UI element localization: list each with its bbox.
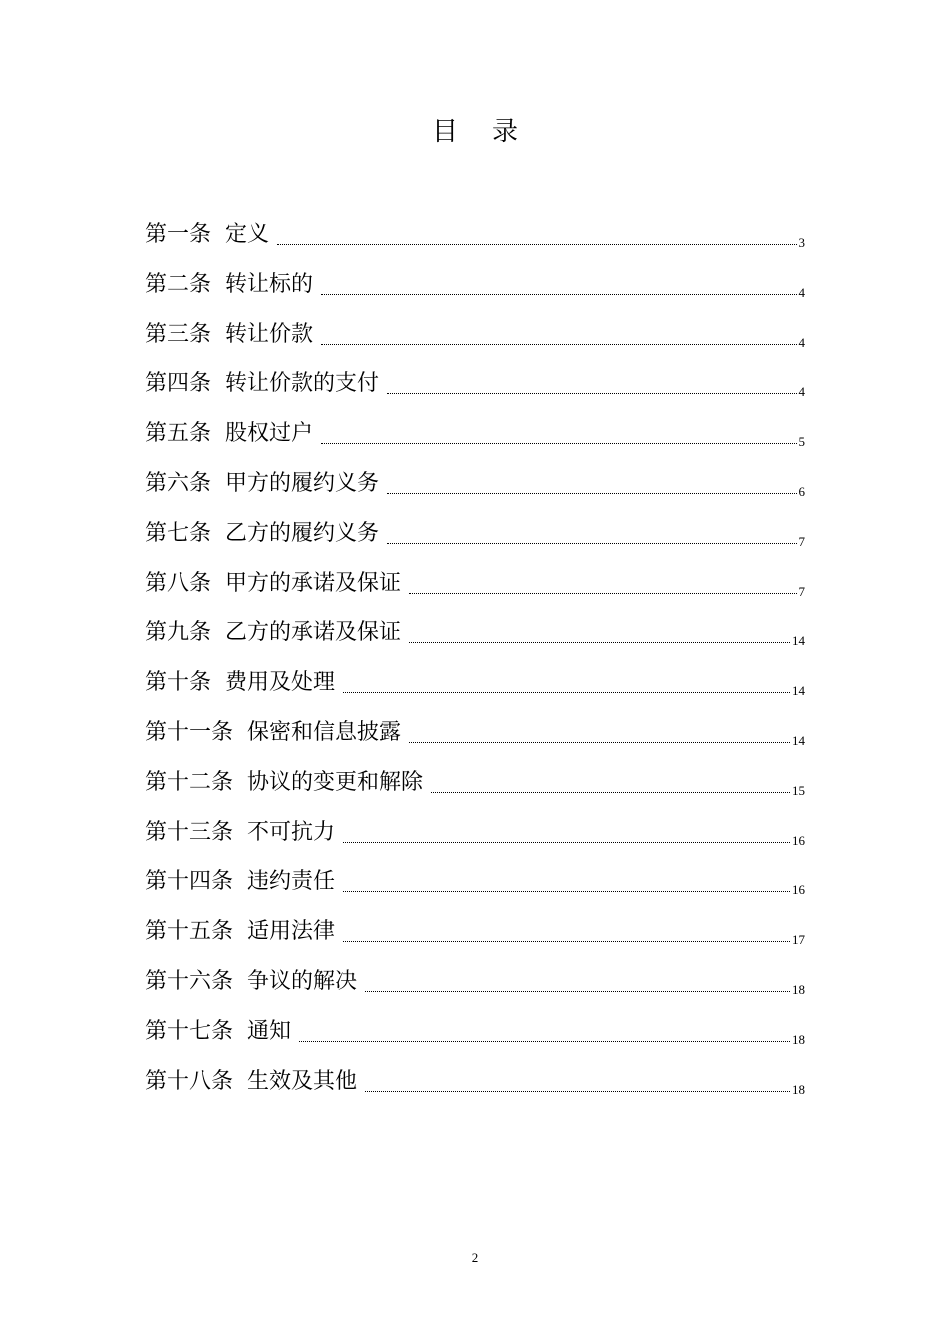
toc-entry-article-number: 第八条	[145, 570, 212, 596]
toc-entry[interactable]	[145, 215, 805, 265]
table-of-contents	[145, 215, 805, 1111]
toc-entry-article-number: 第十六条	[145, 968, 234, 994]
toc-entry[interactable]	[145, 414, 805, 464]
toc-entry-article-number: 第七条	[145, 520, 212, 546]
toc-entry-title: 协议的变更和解除	[247, 769, 424, 795]
toc-entry-page: 3	[798, 235, 805, 250]
toc-entry-page: 18	[792, 1031, 805, 1047]
toc-entry-title: 转让价款的支付	[225, 371, 380, 397]
toc-entry-title: 定义	[225, 222, 270, 247]
toc-dot-leader	[343, 941, 790, 942]
toc-entry[interactable]	[145, 1012, 805, 1062]
toc-entry-label	[145, 763, 423, 803]
toc-dot-leader	[343, 891, 790, 892]
toc-entry-page: 18	[792, 1081, 805, 1097]
toc-entry-label	[145, 663, 335, 703]
toc-entry-title: 甲方的履约义务	[225, 470, 380, 496]
toc-dot-leader	[343, 842, 790, 843]
toc-entry-label	[145, 564, 401, 604]
toc-dot-leader	[321, 344, 796, 345]
toc-entry-title: 生效及其他	[247, 1068, 358, 1094]
toc-entry[interactable]	[145, 962, 805, 1012]
page-title: 目录	[431, 117, 552, 147]
toc-entry-label	[145, 414, 313, 454]
toc-dot-leader	[409, 642, 790, 643]
toc-dot-leader	[321, 443, 796, 444]
toc-entry-label	[145, 713, 401, 753]
toc-entry-article-number: 第十二条	[145, 769, 234, 795]
toc-entry-page: 14	[792, 732, 805, 748]
toc-dot-leader	[409, 593, 796, 594]
toc-entry-page: 14	[792, 633, 805, 649]
toc-dot-leader	[277, 244, 796, 245]
toc-dot-leader	[409, 742, 790, 743]
toc-entry-title: 乙方的履约义务	[225, 520, 380, 546]
toc-entry-page: 7	[798, 583, 805, 599]
toc-entry-title: 适用法律	[247, 919, 336, 945]
toc-dot-leader	[387, 543, 796, 544]
toc-entry-page: 16	[792, 882, 805, 898]
toc-entry-title: 转让标的	[225, 271, 314, 297]
toc-entry-article-number: 第三条	[145, 321, 212, 347]
toc-entry-page: 6	[798, 483, 805, 499]
toc-entry-label	[145, 364, 379, 404]
toc-entry-article-number: 第一条	[145, 222, 212, 247]
toc-entry-article-number: 第十三条	[145, 819, 234, 845]
toc-dot-leader	[299, 1041, 790, 1042]
toc-entry-page: 4	[798, 384, 805, 400]
toc-dot-leader	[321, 294, 796, 295]
toc-dot-leader	[365, 1091, 790, 1092]
toc-dot-leader	[431, 792, 790, 793]
toc-dot-leader	[387, 393, 796, 394]
toc-entry-title: 保密和信息披露	[247, 719, 402, 745]
toc-entry-label	[145, 215, 269, 255]
toc-entry[interactable]	[145, 613, 805, 663]
toc-entry-label	[145, 265, 313, 305]
toc-entry[interactable]	[145, 265, 805, 315]
toc-entry-title: 乙方的承诺及保证	[225, 620, 402, 646]
toc-entry[interactable]	[145, 862, 805, 912]
toc-entry[interactable]	[145, 364, 805, 414]
toc-entry-article-number: 第十一条	[145, 719, 234, 745]
toc-entry-label	[145, 1012, 291, 1052]
toc-entry-page: 4	[798, 334, 805, 350]
toc-entry-label	[145, 813, 335, 853]
toc-entry-article-number: 第十七条	[145, 1018, 234, 1044]
toc-entry-page: 15	[792, 782, 805, 798]
toc-entry-title: 通知	[247, 1018, 292, 1044]
toc-entry-title: 争议的解决	[247, 968, 358, 994]
toc-entry-label	[145, 1062, 357, 1102]
toc-entry[interactable]	[145, 1062, 805, 1112]
toc-entry-title: 甲方的承诺及保证	[225, 570, 402, 596]
toc-entry-title: 费用及处理	[225, 670, 336, 696]
toc-entry-label	[145, 315, 313, 355]
toc-entry-label	[145, 464, 379, 504]
toc-entry-label	[145, 613, 401, 653]
toc-dot-leader	[365, 991, 790, 992]
toc-entry-page: 18	[792, 981, 805, 997]
toc-entry[interactable]	[145, 464, 805, 514]
toc-entry-article-number: 第二条	[145, 271, 212, 297]
toc-entry-article-number: 第九条	[145, 620, 212, 646]
toc-entry-article-number: 第十五条	[145, 919, 234, 945]
toc-entry-article-number: 第十八条	[145, 1068, 234, 1094]
toc-entry-page: 5	[798, 434, 805, 450]
toc-entry-label	[145, 862, 335, 902]
toc-entry[interactable]	[145, 763, 805, 813]
toc-entry[interactable]	[145, 912, 805, 962]
toc-entry-title: 不可抗力	[247, 819, 336, 845]
toc-entry-label	[145, 912, 335, 952]
toc-entry-title: 转让价款	[225, 321, 314, 347]
toc-dot-leader	[343, 692, 790, 693]
toc-entry[interactable]	[145, 564, 805, 614]
toc-entry[interactable]	[145, 514, 805, 564]
toc-entry[interactable]	[145, 713, 805, 763]
toc-entry[interactable]	[145, 813, 805, 863]
toc-entry-label	[145, 514, 379, 554]
toc-entry-article-number: 第十条	[145, 670, 212, 696]
page-number: 2	[471, 1250, 479, 1265]
toc-entry-article-number: 第十四条	[145, 869, 234, 895]
toc-entry-page: 7	[798, 533, 805, 549]
toc-entry-article-number: 第六条	[145, 470, 212, 496]
toc-entry-article-number: 第四条	[145, 371, 212, 397]
toc-entry-title: 违约责任	[247, 869, 336, 895]
toc-entry[interactable]	[145, 663, 805, 713]
toc-entry-page: 16	[792, 832, 805, 848]
toc-entry-page: 4	[798, 284, 805, 300]
toc-entry-article-number: 第五条	[145, 421, 212, 447]
toc-dot-leader	[387, 493, 796, 494]
toc-entry[interactable]	[145, 315, 805, 365]
toc-entry-title: 股权过户	[225, 421, 314, 447]
toc-entry-page: 17	[792, 932, 805, 948]
toc-entry-page: 14	[792, 683, 805, 699]
toc-entry-label	[145, 962, 357, 1002]
